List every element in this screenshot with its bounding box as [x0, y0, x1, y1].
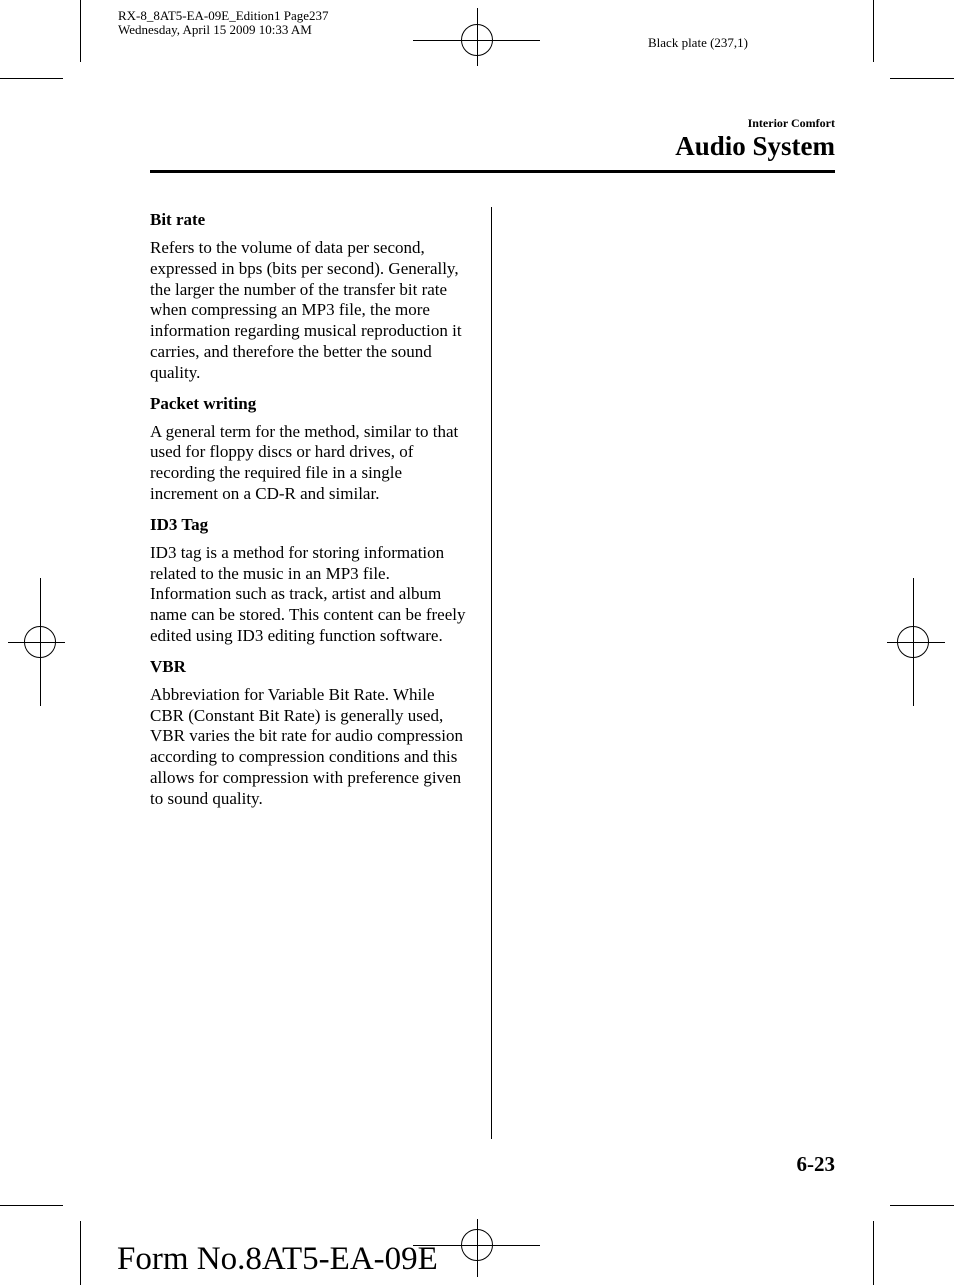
- term-heading: VBR: [150, 656, 186, 676]
- column-divider: [491, 207, 492, 1139]
- glossary-entry-bit-rate: [150, 210, 468, 384]
- crop-mark-top-right-vertical: [873, 0, 874, 62]
- registration-mark-left-circle: [24, 626, 56, 658]
- glossary-entry-vbr: [150, 657, 468, 810]
- glossary-entry-packet-writing: [150, 394, 468, 505]
- crop-mark-bottom-left-vertical: [80, 1221, 81, 1285]
- crop-mark-bottom-left-horizontal: [0, 1205, 63, 1206]
- term-description: A general term for the method, similar to that used for floppy discs or hard drives, of recording the required file in a single increment on a CD-R and similar.: [150, 421, 459, 503]
- term-heading: Packet writing: [150, 393, 257, 413]
- header-rule: [150, 170, 835, 173]
- crop-mark-bottom-right-horizontal: [890, 1205, 954, 1206]
- term-heading: ID3 Tag: [150, 514, 209, 534]
- page-number: 6-23: [796, 1152, 835, 1176]
- crop-mark-bottom-right-vertical: [873, 1221, 874, 1285]
- section-label: Interior Comfort: [747, 116, 835, 130]
- page-title: Audio System: [675, 131, 835, 161]
- term-description: Abbreviation for Variable Bit Rate. While CBR (Constant Bit Rate) is generally used, VBR varies the bit rate for audio compression according to compression conditions and this allows for compression with preference given to sound quality.: [150, 684, 464, 808]
- print-timestamp: Wednesday, April 15 2009 10:33 AM: [118, 22, 312, 37]
- registration-mark-right-circle: [897, 626, 929, 658]
- term-heading: Bit rate: [150, 210, 206, 229]
- glossary-entry-id3-tag: [150, 515, 468, 647]
- term-description: Refers to the volume of data per second, expressed in bps (bits per second). Generally, the larger the number of the transfer bit rate when compressing an MP3 file, the more information regarding musical reproduction it carries, and therefore the better the sound quality.: [150, 238, 462, 382]
- black-plate-label: Black plate (237,1): [648, 35, 748, 50]
- left-column: [150, 210, 468, 820]
- registration-mark-top-circle: [461, 24, 493, 56]
- term-description: ID3 tag is a method for storing information related to the music in an MP3 file. Information such as track, artist and album name can be stored. This content can be freely edited using ID3 editing function software.: [150, 542, 466, 645]
- registration-mark-bottom-circle: [461, 1229, 493, 1261]
- crop-mark-top-left-vertical: [80, 0, 81, 62]
- print-job-name: RX-8_8AT5-EA-09E_Edition1 Page237: [118, 8, 329, 23]
- form-number: Form No.8AT5-EA-09E: [117, 1241, 438, 1277]
- crop-mark-top-left-horizontal: [0, 78, 63, 79]
- crop-mark-top-right-horizontal: [890, 78, 954, 79]
